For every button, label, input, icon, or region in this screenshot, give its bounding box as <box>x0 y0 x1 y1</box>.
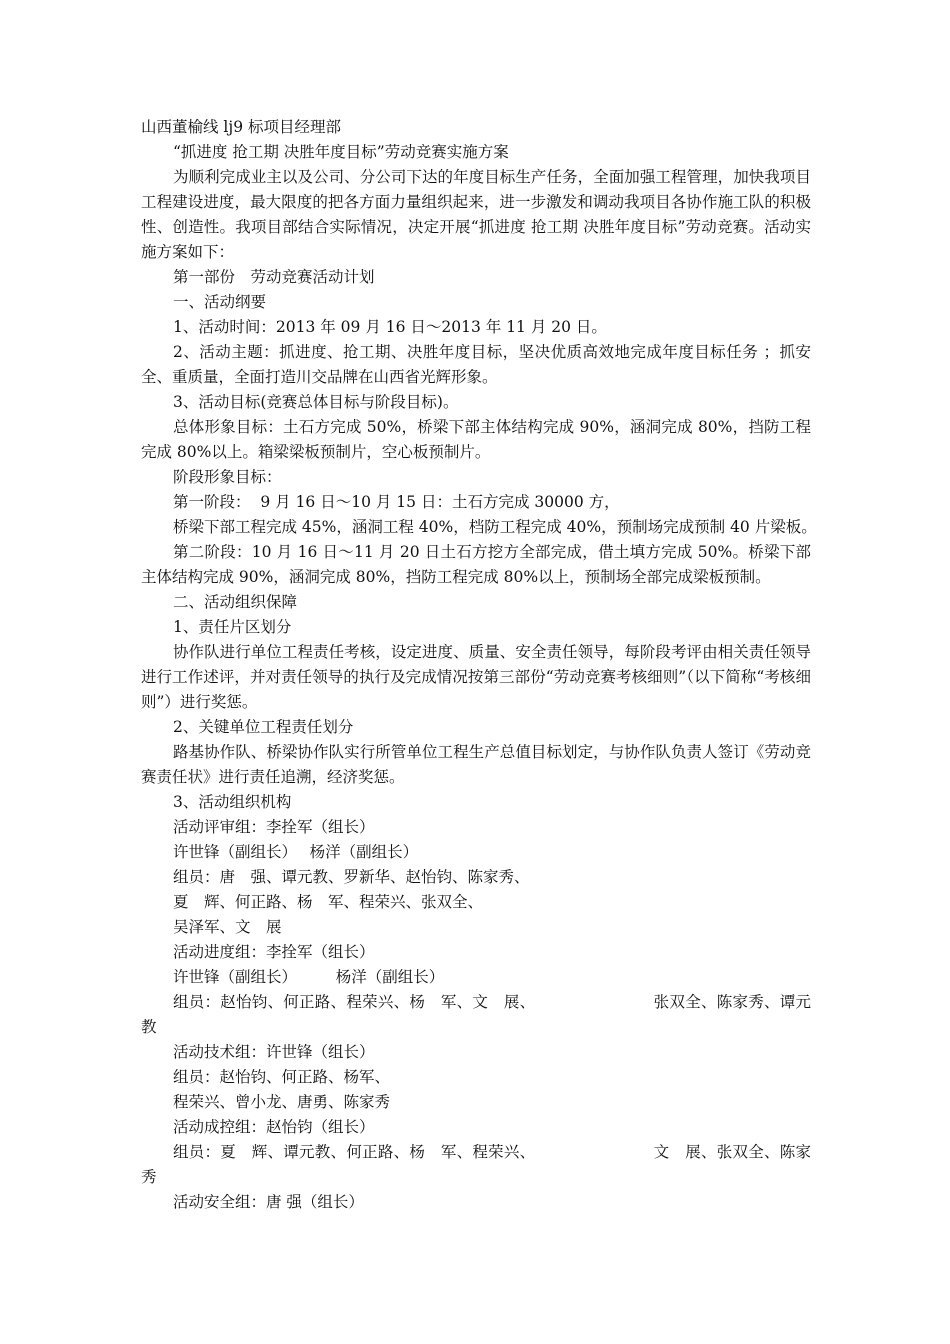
stage-one-line-a: 第一阶段： 9 月 16 日～10 月 15 日：土石方完成 30000 方， <box>173 493 620 511</box>
activity-theme: 2、活动主题：抓进度、抢工期、决胜年度目标，坚决优质高效地完成年度目标任务 ；抓安全、重质量，全面打造川交品牌在山西省光辉形象。 <box>141 343 811 386</box>
activity-goal-heading: 3、活动目标(竞赛总体目标与阶段目标)。 <box>173 393 459 411</box>
safety-group-leader: 活动安全组：唐 强（组长） <box>173 1193 364 1211</box>
review-group-members-2: 夏 辉、何正路、杨 军、程荣兴、张双全、 <box>173 893 484 911</box>
review-group-members-3: 吴泽军、文 展 <box>173 918 282 936</box>
section-one-heading: 一、活动纲要 <box>173 293 267 311</box>
document-title: “抓进度 抢工期 决胜年度目标”劳动竞赛实施方案 <box>173 143 509 161</box>
document-header: 山西董榆线 lj9 标项目经理部 <box>141 118 341 136</box>
intro-paragraph: 为顺利完成业主以及公司、分公司下达的年度目标生产任务，全面加强工程管理，加快我项目工程建设进度，最大限度的把各方面力量组织起来，进一步激发和调动我项目各协作施工队的积极性、创造性。我项目部结合实际情况，决定开展“抓进度 抢工期 决胜年度目标”劳动竞赛。活动实施方案如下： <box>141 168 811 261</box>
tech-group-leader: 活动技术组：许世锋（组长） <box>173 1043 375 1061</box>
organization-heading: 3、活动组织机构 <box>173 793 292 811</box>
tech-group-members-1: 组员：赵怡钧、何正路、杨军、 <box>173 1068 391 1086</box>
review-group-members-1: 组员：唐 强、谭元教、罗新华、赵怡钧、陈家秀、 <box>173 868 530 886</box>
overall-goal: 总体形象目标：土石方完成 50%，桥梁下部主体结构完成 90%，涵洞完成 80%，挡防工程完成 80%以上。箱梁梁板预制片，空心板预制片。 <box>141 418 811 461</box>
responsibility-zone-text: 协作队进行单位工程责任考核，设定进度、质量、安全责任领导，每阶段考评由相关责任领导进行工作述评，并对责任领导的执行及完成情况按第三部份“劳动竞赛考核细则”（以下简称“考核细则”）进行奖惩。 <box>141 643 811 711</box>
stage-two: 第二阶段：10 月 16 日～11 月 20 日土石方挖方全部完成，借土填方完成 50%。桥梁下部主体结构完成 90%，涵洞完成 80%，挡防工程完成 80%以上，预制场全部完成梁板预制。 <box>141 543 811 586</box>
review-group-leader: 活动评审组：李拴军（组长） <box>173 818 375 836</box>
tech-group-members-2: 程荣兴、曾小龙、唐勇、陈家秀 <box>173 1093 391 1111</box>
cost-group-members: 组员：夏 辉、谭元教、何正路、杨 军、程荣兴、 文 展、张双全、陈家秀 <box>141 1143 811 1186</box>
activity-time: 1、活动时间：2013 年 09 月 16 日～2013 年 11 月 20 日。 <box>173 318 607 336</box>
section-two-heading: 二、活动组织保障 <box>173 593 298 611</box>
responsibility-zone-heading: 1、责任片区划分 <box>173 618 292 636</box>
key-unit-heading: 2、关键单位工程责任划分 <box>173 718 354 736</box>
progress-group-members: 组员：赵怡钧、何正路、程荣兴、杨 军、文 展、 张双全、陈家秀、谭元教 <box>141 993 811 1036</box>
part-one-heading: 第一部份 劳动竞赛活动计划 <box>173 268 375 286</box>
key-unit-text: 路基协作队、桥梁协作队实行所管单位工程生产总值目标划定，与协作队负责人签订《劳动竞赛责任状》进行责任追溯，经济奖惩。 <box>141 743 811 786</box>
progress-group-leader: 活动进度组：李拴军（组长） <box>173 943 375 961</box>
cost-group-leader: 活动成控组：赵怡钧（组长） <box>173 1118 375 1136</box>
stage-one-line-b: 桥梁下部工程完成 45%，涵洞工程 40%，档防工程完成 40%，预制场完成预制 40 片梁板。 <box>173 518 817 536</box>
review-group-deputies: 许世锋（副组长） 杨洋（副组长） <box>173 843 419 861</box>
document-body <box>141 115 817 1215</box>
stage-goal-heading: 阶段形象目标： <box>173 468 282 486</box>
progress-group-deputies: 许世锋（副组长） 杨洋（副组长） <box>173 968 445 986</box>
